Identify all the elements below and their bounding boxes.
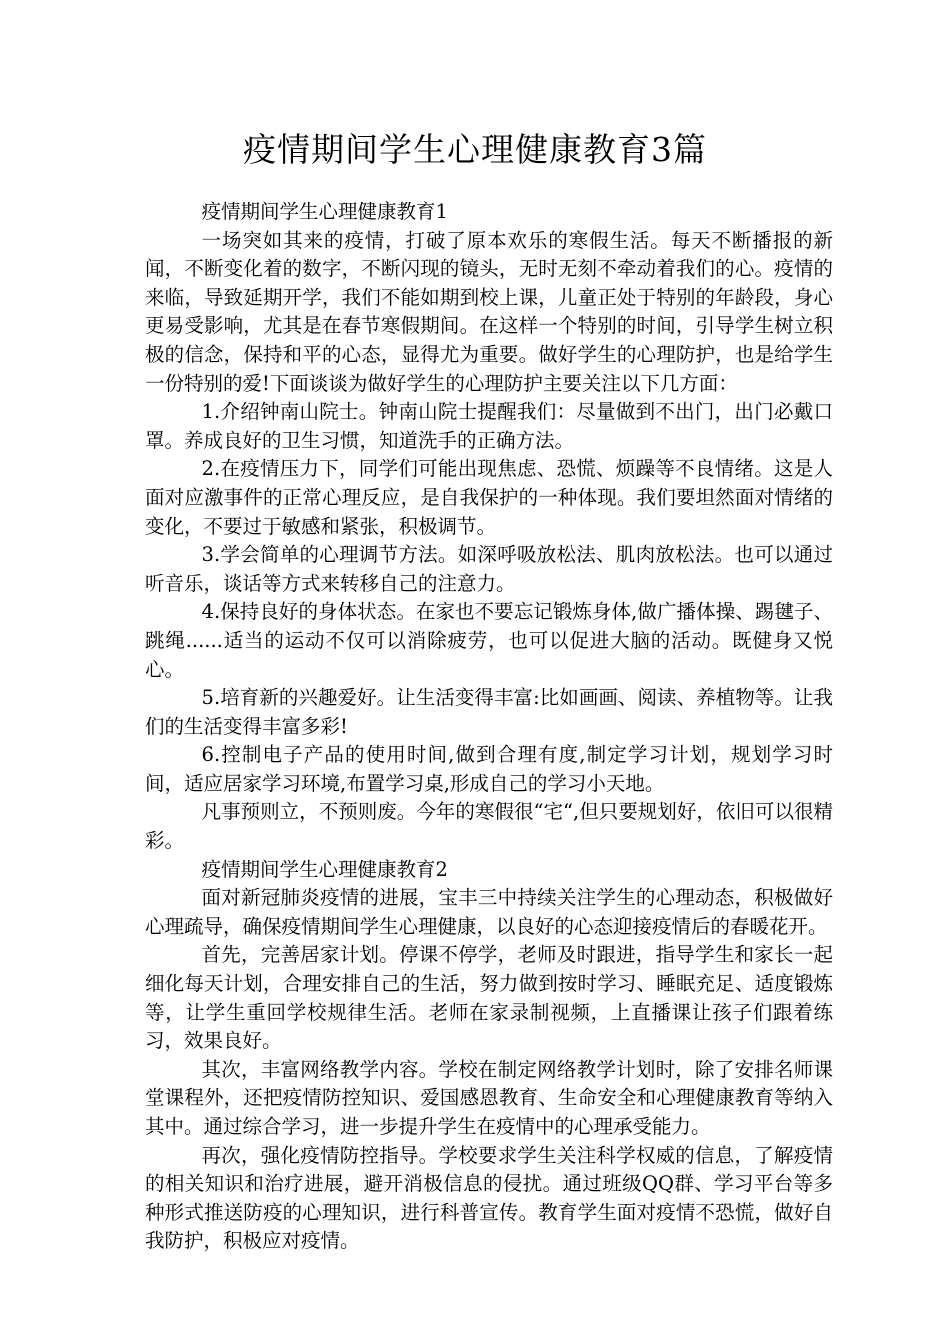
section-heading-1: 疫情期间学生心理健康教育1 [201, 200, 448, 223]
list-item-3: 3.学会简单的心理调节方法。如深呼吸放松法、肌肉放松法。也可以通过听音乐，谈话等方式来转移自己的注意力。 [145, 543, 833, 595]
intro-paragraph: 一场突如其来的疫情，打破了原本欢乐的寒假生活。每天不断播报的新闻，不断变化着的数字，不断闪现的镜头，无时无刻不牵动着我们的心。疫情的来临，导致延期开学，我们不能如期到校上课，儿童正处于特别的年龄段，身心更易受影响，尤其是在春节寒假期间。在这样一个特别的时间，引导学生树立积极的信念，保持和平的心态，显得尤为重要。做好学生的心理防护，也是给学生一份特别的爱!下面谈谈为做好学生的心理防护主要关注以下几方面： [145, 228, 833, 395]
section-heading-2: 疫情期间学生心理健康教育2 [201, 857, 448, 881]
section-2-first: 首先，完善居家计划。停课不停学，老师及时跟进，指导学生和家长一起细化每天计划，合理安排自己的生活，努力做到按时学习、睡眠充足、适度锻炼等，让学生重回学校规律生活。老师在家录制视频，上直播课让孩子们跟着练习，效果良好。 [145, 943, 833, 1053]
section-2-third: 再次，强化疫情防控指导。学校要求学生关注科学权威的信息，了解疫情的相关知识和治疗进展，避开消极信息的侵扰。通过班级QQ群、学习平台等多种形式推送防疫的心理知识，进行科普宣传。教育学生面对疫情不恐慌，做好自我防护，积极应对疫情。 [145, 1143, 833, 1253]
closing-paragraph: 凡事预则立，不预则废。今年的寒假很“宅“,但只要规划好，依旧可以很精彩。 [145, 800, 833, 853]
list-item-2: 2.在疫情压力下，同学们可能出现焦虑、恐慌、烦躁等不良情绪。这是人面对应激事件的正常心理反应，是自我保护的一种体现。我们要坦然面对情绪的变化，不要过于敏感和紧张，积极调节。 [145, 457, 833, 538]
document-body [145, 198, 833, 1256]
list-item-6: 6.控制电子产品的使用时间,做到合理有度,制定学习计划，规划学习时间，适应居家学习环境,布置学习桌,形成自己的学习小天地。 [145, 743, 833, 795]
section-2-second: 其次，丰富网络教学内容。学校在制定网络教学计划时，除了安排名师课堂课程外，还把疫情防控知识、爱国感恩教育、生命安全和心理健康教育等纳入其中。通过综合学习，进一步提升学生在疫情中的心理承受能力。 [145, 1057, 833, 1138]
list-item-4: 4.保持良好的身体状态。在家也不要忘记锻炼身体,做广播体操、踢毽子、跳绳......适当的运动不仅可以消除疲劳，也可以促进大脑的活动。既健身又悦心。 [145, 600, 833, 681]
list-item-1: 1.介绍钟南山院士。钟南山院士提醒我们：尽量做到不出门，出门必戴口罩。养成良好的卫生习惯，知道洗手的正确方法。 [145, 400, 833, 452]
document-title: 疫情期间学生心理健康教育3篇 [243, 130, 707, 169]
list-item-5: 5.培育新的兴趣爱好。让生活变得丰富:比如画画、阅读、养植物等。让我们的生活变得丰富多彩! [145, 686, 833, 738]
section-2-intro: 面对新冠肺炎疫情的进展，宝丰三中持续关注学生的心理动态，积极做好心理疏导，确保疫情期间学生心理健康，以良好的心态迎接疫情后的春暖花开。 [145, 886, 833, 938]
